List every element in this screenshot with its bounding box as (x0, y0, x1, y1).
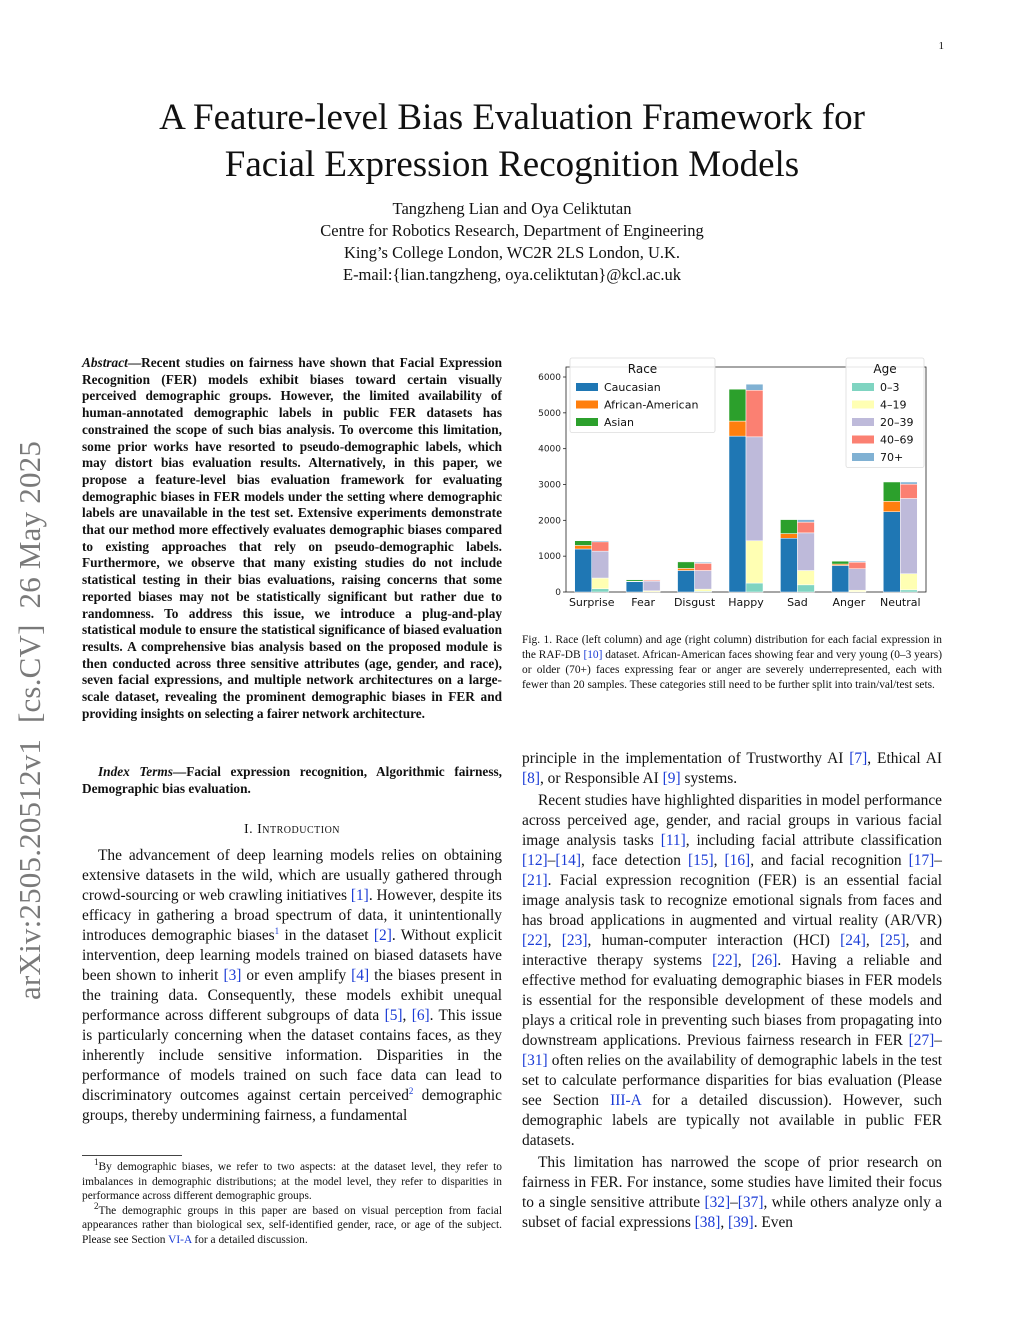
section-link[interactable]: III-A (610, 1092, 641, 1109)
bar-age-70--sad (797, 520, 814, 523)
legend-swatch (576, 401, 598, 409)
arxiv-watermark: arXiv:2505.20512v1 [cs.CV] 26 May 2025 (12, 440, 47, 1000)
bar-race-asian-disgust (678, 562, 695, 568)
citation-link[interactable]: [1] (350, 887, 369, 904)
bar-age-0-3-neutral (900, 590, 917, 592)
citation-link[interactable]: [16] (724, 852, 751, 869)
abstract-text: —Recent studies on fairness have shown that Facial Expression Recognition (FER) models exhibit biases toward certain visually perceived demographic groups. However, the limited availability of human-annotated demographic labels in public FER datasets has constrained the scope of such bias analysis. To overcome this limitation, some prior works have resorted to pseudo-demographic labels, which may distort bias evaluation results. Alternatively, in this paper, we propose a feature-level bias evaluation framework for evaluating demographic biases in FER models under the setting where demographic labels are unavailable in the test set. Extensive experiments demonstrate that our method more effectively evaluates demographic biases compared to existing approaches that rely on pseudo-demographic labels. Furthermore, we observe that many existing studies do not include statistical testing in their bias evaluations, raising concerns that some reported biases may not be statistically significant but rather due to randomness. To address this issue, we introduce a plug-and-play statistical module to ensure the statistical significance of biased evaluation results. A comprehensive bias analysis based on the proposed module is then conducted across three sensitive attributes (age, gender, and race), seven facial expressions, and multiple network architectures on a large-scale dataset, revealing the prominent demographic biases in FER and providing insights on selecting a fairer network architecture. (82, 355, 502, 721)
bar-age-70--anger (849, 561, 866, 562)
y-tick-label: 4000 (538, 444, 561, 455)
citation-link[interactable]: [24] (840, 932, 866, 949)
legend-label: 70+ (880, 451, 904, 464)
bar-race-caucasian-happy (729, 436, 746, 592)
intro-paragraph-2: Recent studies have highlighted disparities in model performance across perceived age, gender, and racial groups in various facial image analysis tasks [11], including facial attribute classification [12]–[14], face detection [15], [16], and facial recognition [17]–[21]. Facial expression recognition (FER) is an essential facial image analysis task to recognize emotional signals from faces and has broad applications in augmented and virtual reality (AR/VR) [22], [23], human-computer interaction (HCI) [24], [25], and interactive therapy systems [22], [26]. Having a reliable and effective method for evaluating demographic biases in FER models is essential for the responsible development of these models and plays a critical role in preventing such biases from propagating into downstream applications. Previous fairness research in FER [27]–[31] often relies on the availability of demographic labels in the test set to calculate performance disparities for bias evaluation (Please see Section III-A for a detailed discussion). However, such demographic labels are typically not available in public FER datasets. (522, 792, 943, 1149)
citation-link[interactable]: [14] (555, 852, 582, 869)
intro-paragraph-continued: principle in the implementation of Trustworthy AI [7], Ethical AI [8], or Responsible AI [9] systems. (522, 750, 942, 787)
figure-1-chart (522, 350, 942, 615)
bar-race-african-american-surprise (575, 545, 592, 549)
bar-age-20-39-sad (797, 533, 814, 571)
bar-age-4-19-neutral (900, 574, 917, 590)
bar-race-african-american-neutral (883, 501, 900, 511)
citation-link[interactable]: [17] (908, 852, 935, 869)
citation-link[interactable]: [2] (373, 927, 392, 944)
legend-label: 4–19 (880, 398, 907, 412)
bar-race-caucasian-neutral (883, 512, 900, 592)
legend-title-race: Race (627, 362, 658, 376)
y-tick-label: 0 (555, 588, 561, 598)
bar-race-african-american-sad (780, 534, 797, 539)
footnotes (82, 1157, 502, 1248)
citation-link[interactable]: [8] (522, 770, 540, 787)
bar-age-40-69-surprise (592, 542, 609, 551)
bar-age-40-69-happy (746, 390, 763, 437)
x-tick-label: Fear (631, 596, 656, 609)
section-title: Introduction (257, 822, 341, 837)
footnote-ref-2[interactable]: 2 (408, 1085, 414, 1096)
bar-age-0-3-happy (746, 583, 763, 592)
index-terms-text: —Facial expression recognition, Algorithmic fairness, Demographic bias evaluation. (82, 764, 502, 796)
citation-link[interactable]: [39] (728, 1214, 754, 1231)
y-tick-label: 2000 (538, 516, 561, 527)
author-block (0, 198, 1024, 286)
legend-label: Asian (604, 416, 635, 429)
bar-age-40-69-neutral (900, 484, 917, 498)
legend-swatch (852, 383, 874, 391)
legend-swatch (852, 436, 874, 444)
section-heading-introduction (82, 822, 502, 838)
bar-age-40-69-sad (797, 522, 814, 533)
x-tick-label: Disgust (673, 596, 716, 609)
citation-link[interactable]: [6] (411, 1007, 430, 1024)
x-tick-label: Surprise (568, 596, 615, 609)
author-names: Tangzheng Lian and Oya Celiktutan (392, 199, 632, 218)
legend-swatch (852, 453, 874, 461)
bar-age-20-39-anger (849, 569, 866, 591)
bar-age-4-19-disgust (695, 589, 712, 591)
bar-race-african-american-disgust (678, 568, 695, 570)
title-text: A Feature-level Bias Evaluation Framework for Facial Expression Recognition Models (159, 97, 865, 185)
abstract-label: Abstract (82, 355, 128, 370)
bar-race-caucasian-surprise (575, 549, 592, 592)
intro-left-column (82, 846, 502, 1126)
citation-link[interactable]: [25] (879, 932, 906, 949)
citation-link[interactable]: [38] (694, 1214, 721, 1231)
citation-link[interactable]: [23] (561, 932, 588, 949)
bar-age-40-69-disgust (695, 563, 712, 570)
y-tick-label: 1000 (538, 552, 561, 563)
legend-label: 40–69 (880, 433, 914, 447)
footnote-ref-1[interactable]: 1 (274, 925, 280, 936)
legend-label: 0–3 (880, 381, 900, 394)
citation-link[interactable]: [3] (223, 967, 242, 984)
y-tick-label: 6000 (538, 373, 561, 383)
x-tick-label: Sad (787, 596, 808, 609)
section-link[interactable]: VI-A (168, 1233, 192, 1246)
section-numeral: I. (243, 822, 258, 837)
legend-swatch (852, 418, 874, 426)
bar-age-40-69-anger (849, 562, 866, 568)
bar-age-0-3-sad (797, 585, 814, 592)
y-tick-label: 5000 (538, 408, 561, 419)
citation-link[interactable]: [27] (908, 1032, 935, 1049)
bar-race-caucasian-sad (780, 538, 797, 592)
bar-race-asian-surprise (575, 541, 592, 546)
citation-link[interactable]: [15] (687, 852, 714, 869)
bar-race-asian-anger (832, 561, 849, 564)
figure-1-caption: Fig. 1. Race (left column) and age (right column) distribution for each facial expression in the RAF-DB [10] dataset. African-American faces showing fear and very young (0–3 years) or older (70+) faces expressing fear or anger are severely underrepresented, each with fewer than 20 samples. These categories still need to be further split into train/val/test sets. (522, 634, 942, 691)
author-email: E-mail:{lian.tangzheng, oya.celiktutan}@kcl.ac.uk (342, 265, 681, 284)
citation-link[interactable]: [22] (712, 952, 738, 969)
x-tick-label: Happy (728, 596, 764, 609)
bar-age-20-39-disgust (695, 571, 712, 590)
citation-link[interactable]: [7] (849, 750, 868, 767)
legend-label: Caucasian (604, 381, 661, 394)
bar-age-70--happy (746, 384, 763, 390)
paper-title (0, 94, 1024, 188)
bar-race-asian-fear (626, 580, 643, 581)
citation-link[interactable]: [12] (522, 852, 548, 869)
citation-link[interactable]: [26] (751, 952, 778, 969)
x-tick-label: Anger (832, 596, 866, 609)
bar-race-asian-sad (780, 520, 797, 534)
page-number: 1 (938, 40, 944, 52)
bar-age-70--disgust (695, 562, 712, 563)
legend-swatch (576, 383, 598, 391)
bar-age-4-19-sad (797, 571, 814, 585)
citation-link[interactable]: [32] (704, 1194, 731, 1211)
bar-race-asian-neutral (883, 482, 900, 501)
legend-swatch (576, 418, 598, 426)
affiliation-1: Centre for Robotics Research, Department of Engineering (320, 221, 704, 240)
citation-link[interactable]: [22] (522, 932, 548, 949)
intro-paragraph-3: This limitation has narrowed the scope of prior research on fairness in FER. For instance, some studies have limited their focus to a single sensitive attribute [32]–[37], while others analyze only a subset of facial expressions [38], [39]. Even (522, 1154, 943, 1231)
footnote-1: $^1$By demographic biases, we refer to two aspects: at the dataset level, they refer to imbalances in demographic distributions; at the model level, they refer to disparities in performance across different demographic groups. (82, 1157, 502, 1203)
legend-label: 20–39 (880, 416, 914, 429)
bar-age-20-39-happy (746, 437, 763, 541)
citation-link[interactable]: [37] (737, 1194, 764, 1211)
bar-age-70--neutral (900, 482, 917, 484)
y-tick-label: 3000 (538, 480, 561, 491)
bar-age-20-39-fear (643, 581, 660, 591)
bar-race-caucasian-disgust (678, 571, 695, 593)
bar-race-caucasian-fear (626, 582, 643, 592)
bar-age-70--surprise (592, 541, 609, 542)
x-tick-label: Neutral (879, 596, 921, 609)
intro-paragraph-1: The advancement of deep learning models relies on obtaining extensive datasets in the wild, which are usually gathered through crowd-sourcing or web crawling initiatives [1]. However, despite its efficacy in gathering a broad spectrum of data, it unintentionally introduces demographic biases$^1$ in the dataset [2]. Without explicit intervention, deep learning models trained on biased datasets have been shown to inherit [3] or even amplify [4] the biases present in the training data. Consequently, these models exhibit unequal performance across different subgroups of data [5], [6]. This issue is particularly concerning when the dataset contains faces, as they inherently include sensitive information. Disparities in the performance of models trained on such face data can lead to discriminatory outcomes against certain perceived$^2$ demographic groups, thereby undermining fairness, a fundamental (82, 847, 502, 1124)
citation-link[interactable]: [9] (662, 770, 681, 787)
citation-link[interactable]: [21] (522, 872, 548, 889)
footnote-2: $^2$The demographic groups in this paper are based on visual perception from facial appearances rather than biological sex, self-identified gender, race, or age of the subject. Please see Section VI-A for a detailed discussion. (82, 1200, 502, 1246)
index-terms (82, 764, 502, 797)
bar-race-african-american-happy (729, 421, 746, 436)
legend-swatch (852, 401, 874, 409)
affiliation-2: King’s College London, WC2R 2LS London, U.K. (343, 243, 681, 262)
bar-age-20-39-surprise (592, 551, 609, 578)
bar-race-asian-happy (729, 389, 746, 421)
index-terms-label: Index Terms (98, 764, 173, 779)
legend-label: African-American (604, 398, 699, 412)
citation-link[interactable]: [11] (660, 832, 686, 849)
abstract (82, 355, 502, 722)
bar-age-4-19-happy (746, 541, 763, 583)
citation-link[interactable]: [10] (583, 649, 603, 661)
intro-right-column (522, 749, 942, 1233)
citation-link[interactable]: [31] (522, 1052, 548, 1069)
citation-link[interactable]: [4] (351, 967, 370, 984)
legend-title-age: Age (873, 362, 897, 376)
bar-age-0-3-surprise (592, 589, 609, 592)
bar-race-caucasian-anger (832, 565, 849, 592)
footnote-rule (82, 1155, 182, 1156)
citation-link[interactable]: [5] (384, 1007, 403, 1024)
bar-age-20-39-neutral (900, 498, 917, 573)
bar-age-4-19-surprise (592, 578, 609, 589)
